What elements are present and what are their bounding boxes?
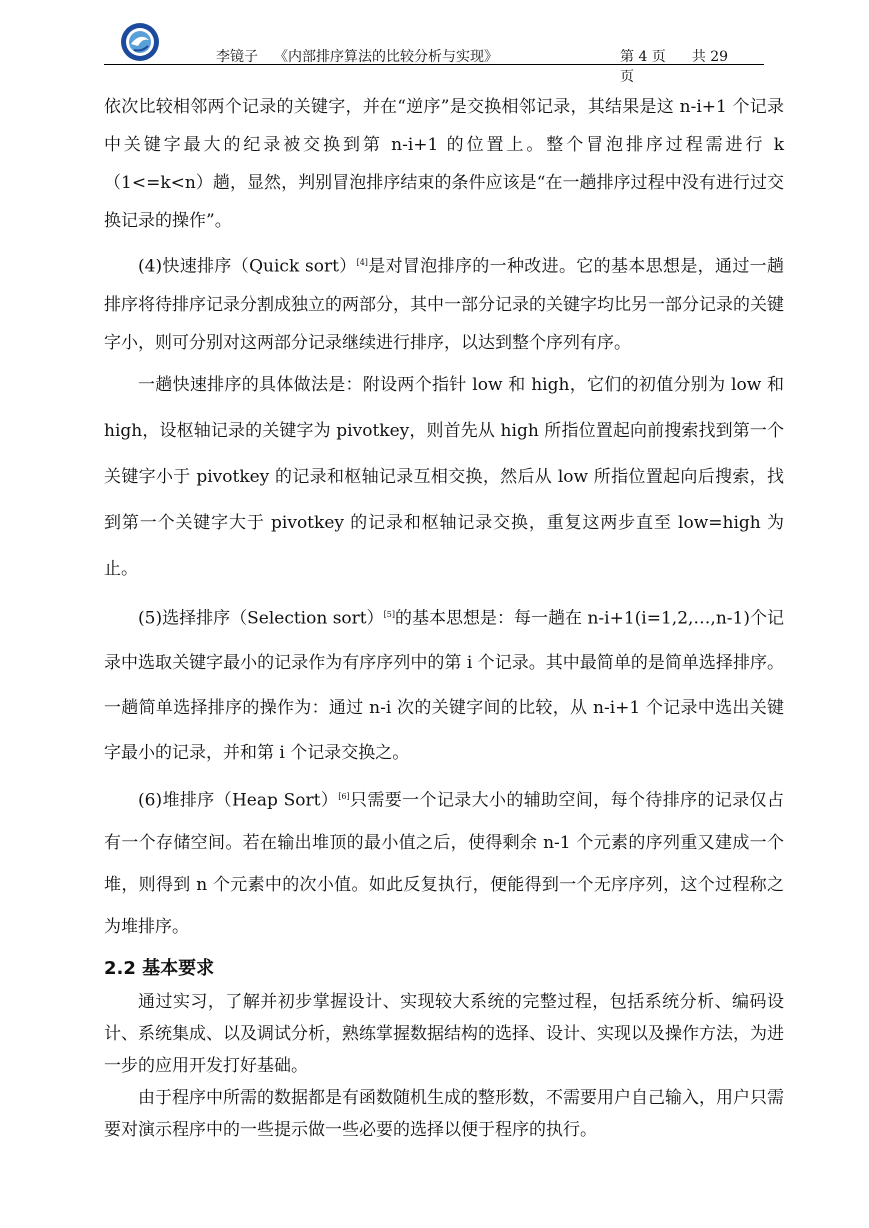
page-number: 第 4 页 <box>620 49 666 65</box>
header-author: 李镜子 <box>216 49 258 65</box>
paragraph-data-generation: 由于程序中所需的数据都是有函数随机生成的整形数，不需要用户自己输入，用户只需要对演示程序中的一些提示做一些必要的选择以便于程序的执行。 <box>104 1087 784 1140</box>
header-page-info <box>620 46 764 86</box>
university-emblem-icon <box>120 22 160 62</box>
page-total: 共 29 页 <box>620 49 729 85</box>
paragraph-quick-sort-procedure: 一趟快速排序的具体做法是：附设两个指针 low 和 high，它们的初值分别为 low 和 high，设枢轴记录的关键字为 pivotkey，则首先从 high 所指位置起向前搜索找到第一个关键字小于 pivotkey 的记录和枢轴记录互相交换，然后从 low 所指位置起向后搜索，找到第一个关键字大于 pivotkey 的记录和枢轴记录交换，重复这两步直至 low=high 为止。 <box>104 374 784 579</box>
paragraph-quick-sort <box>104 244 784 362</box>
document-body <box>104 86 784 1146</box>
section-title-basic-requirements: 2.2 基本要求 <box>104 957 215 979</box>
page-header <box>104 18 764 85</box>
heap-sort-heading: (6)堆排序（Heap Sort） <box>138 790 339 811</box>
citation-5: [5] <box>383 609 395 619</box>
heap-sort-text: 只需要一个记录大小的辅助空间，每个待排序的记录仅占有一个存储空间。若在输出堆顶的最小值之后，使得剩余 n-1 个元素的序列重又建成一个堆，则得到 n 个元素中的次小值。如此反复执行，便能得到一个无序序列，这个过程称之为堆排序。 <box>104 790 785 937</box>
paragraph-basic-requirements: 通过实习，了解并初步掌握设计、实现较大系统的完整过程，包括系统分析、编码设计、系统集成、以及调试分析，熟练掌握数据结构的选择、设计、实现以及操作方法，为进一步的应用开发打好基础。 <box>104 991 784 1076</box>
paragraph-heap-sort <box>104 776 784 948</box>
selection-sort-heading: (5)选择排序（Selection sort） <box>138 608 384 629</box>
citation-6: [6] <box>338 792 350 802</box>
quick-sort-text: 是对冒泡排序的一种改进。它的基本思想是，通过一趟排序将待排序记录分割成独立的两部分，其中一部分记录的关键字均比另一部分记录的关键字小，则可分别对这两部分记录继续进行排序，以达到整个序列有序。 <box>104 256 785 353</box>
citation-4: [4] <box>356 258 368 267</box>
quick-sort-heading: (4)快速排序（Quick sort） <box>138 256 357 277</box>
paragraph-bubble-sort: 依次比较相邻两个记录的关键字，并在“逆序”是交换相邻记录，其结果是这 n-i+1 个记录中关键字最大的纪录被交换到第 n-i+1 的位置上。整个冒泡排序过程需进行 k（1<=k<n）趟，显然，判别冒泡排序结束的条件应该是“在一趟排序过程中没有进行过交换记录的操作”。 <box>104 97 784 231</box>
paragraph-selection-sort <box>104 592 784 777</box>
selection-sort-text: 的基本思想是：每一趟在 n-i+1(i=1,2,…,n-1)个记录中选取关键字最小的记录作为有序序列中的第 i 个记录。其中最简单的是简单选择排序。一趟简单选择排序的操作为：通过 n-i 次的关键字间的比较，从 n-i+1 个记录中选出关键字最小的记录，并和第 i 个记录交换之。 <box>104 608 784 764</box>
header-title: 《内部排序算法的比较分析与实现》 <box>274 49 498 65</box>
